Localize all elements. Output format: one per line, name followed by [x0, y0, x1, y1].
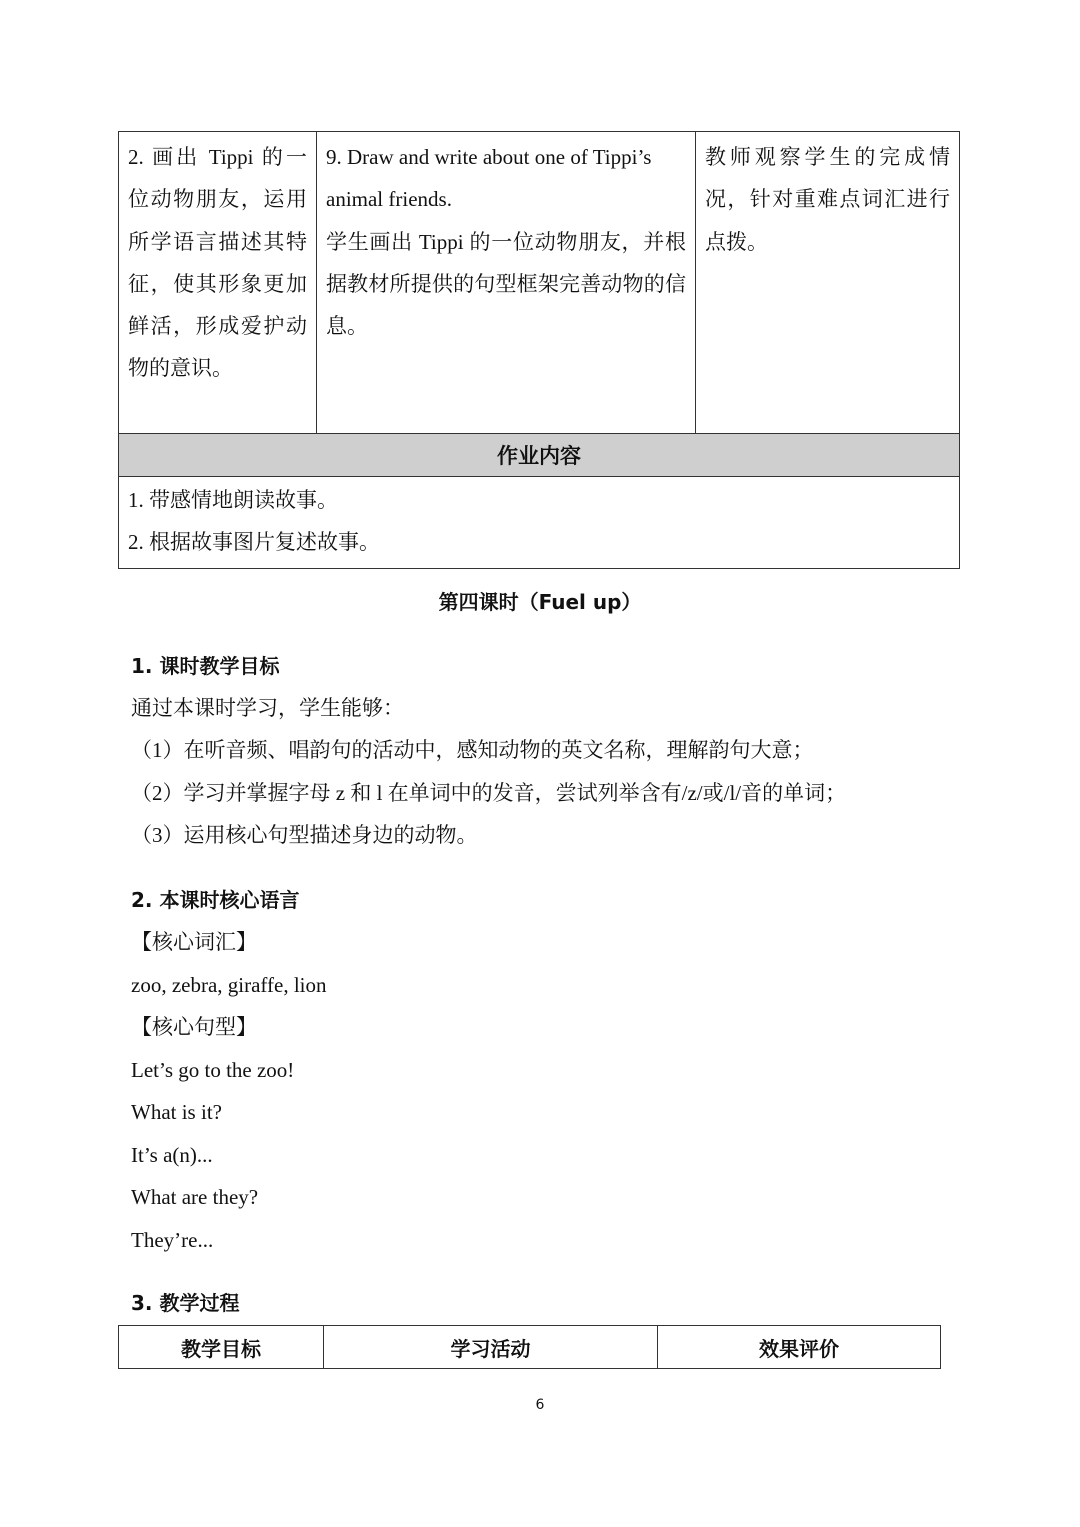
- table-row: [119, 132, 960, 434]
- pattern-item: They’re...: [131, 1228, 214, 1252]
- column-header-activity: 学习活动: [324, 1326, 658, 1369]
- homework-header-row: [119, 434, 960, 477]
- goal-item: （3）运用核心句型描述身边的动物。: [131, 823, 478, 847]
- evaluation-text: 教师观察学生的完成情况，针对重难点词汇进行点拨。: [705, 145, 950, 254]
- section-heading-goals: 1. 课时教学目标: [131, 654, 280, 678]
- activity-table: [118, 131, 960, 569]
- homework-cell: [119, 477, 960, 569]
- vocab-list: zoo, zebra, giraffe, lion: [131, 973, 327, 997]
- vocab-label: 【核心词汇】: [131, 930, 257, 954]
- activity-text-en-2: animal friends.: [326, 187, 452, 212]
- pattern-item: What are they?: [131, 1185, 259, 1209]
- homework-header: 作业内容: [119, 434, 960, 477]
- activity-cell: [317, 132, 696, 434]
- goal-item: （2）学习并掌握字母 z 和 l 在单词中的发音，尝试列举含有/z/或/l/音的单词；: [131, 781, 847, 805]
- pattern-item: What is it?: [131, 1100, 222, 1124]
- goal-text: 2. 画出 Tippi 的一位动物朋友，运用所学语言描述其特征，使其形象更加鲜活，形成爱护动物的意识。: [128, 145, 307, 381]
- goals-intro: 通过本课时学习，学生能够：: [131, 696, 404, 720]
- homework-item: 2. 根据故事图片复述故事。: [128, 530, 380, 555]
- column-header-goal: 教学目标: [119, 1326, 324, 1369]
- process-table: [118, 1325, 941, 1369]
- goal-item: （1）在听音频、唱韵句的活动中，感知动物的英文名称，理解韵句大意；: [131, 738, 814, 762]
- evaluation-cell: [696, 132, 960, 434]
- activity-text-zh: 学生画出 Tippi 的一位动物朋友，并根据教材所提供的句型框架完善动物的信息。: [326, 229, 686, 339]
- lesson-title: 第四课时（Fuel up）: [438, 590, 642, 614]
- section-heading-process: 3. 教学过程: [131, 1291, 240, 1315]
- goal-cell: [119, 132, 317, 434]
- pattern-label: 【核心句型】: [131, 1015, 257, 1039]
- column-header-evaluation: 效果评价: [658, 1326, 941, 1369]
- homework-body-row: [119, 477, 960, 569]
- table-header-row: [119, 1326, 941, 1369]
- activity-text-en-1: 9. Draw and write about one of Tippi’s: [326, 145, 652, 169]
- section-heading-language: 2. 本课时核心语言: [131, 888, 300, 912]
- homework-item: 1. 带感情地朗读故事。: [128, 488, 338, 512]
- pattern-item: It’s a(n)...: [131, 1143, 213, 1167]
- page-number: 6: [535, 1397, 545, 1413]
- pattern-item: Let’s go to the zoo!: [131, 1058, 295, 1082]
